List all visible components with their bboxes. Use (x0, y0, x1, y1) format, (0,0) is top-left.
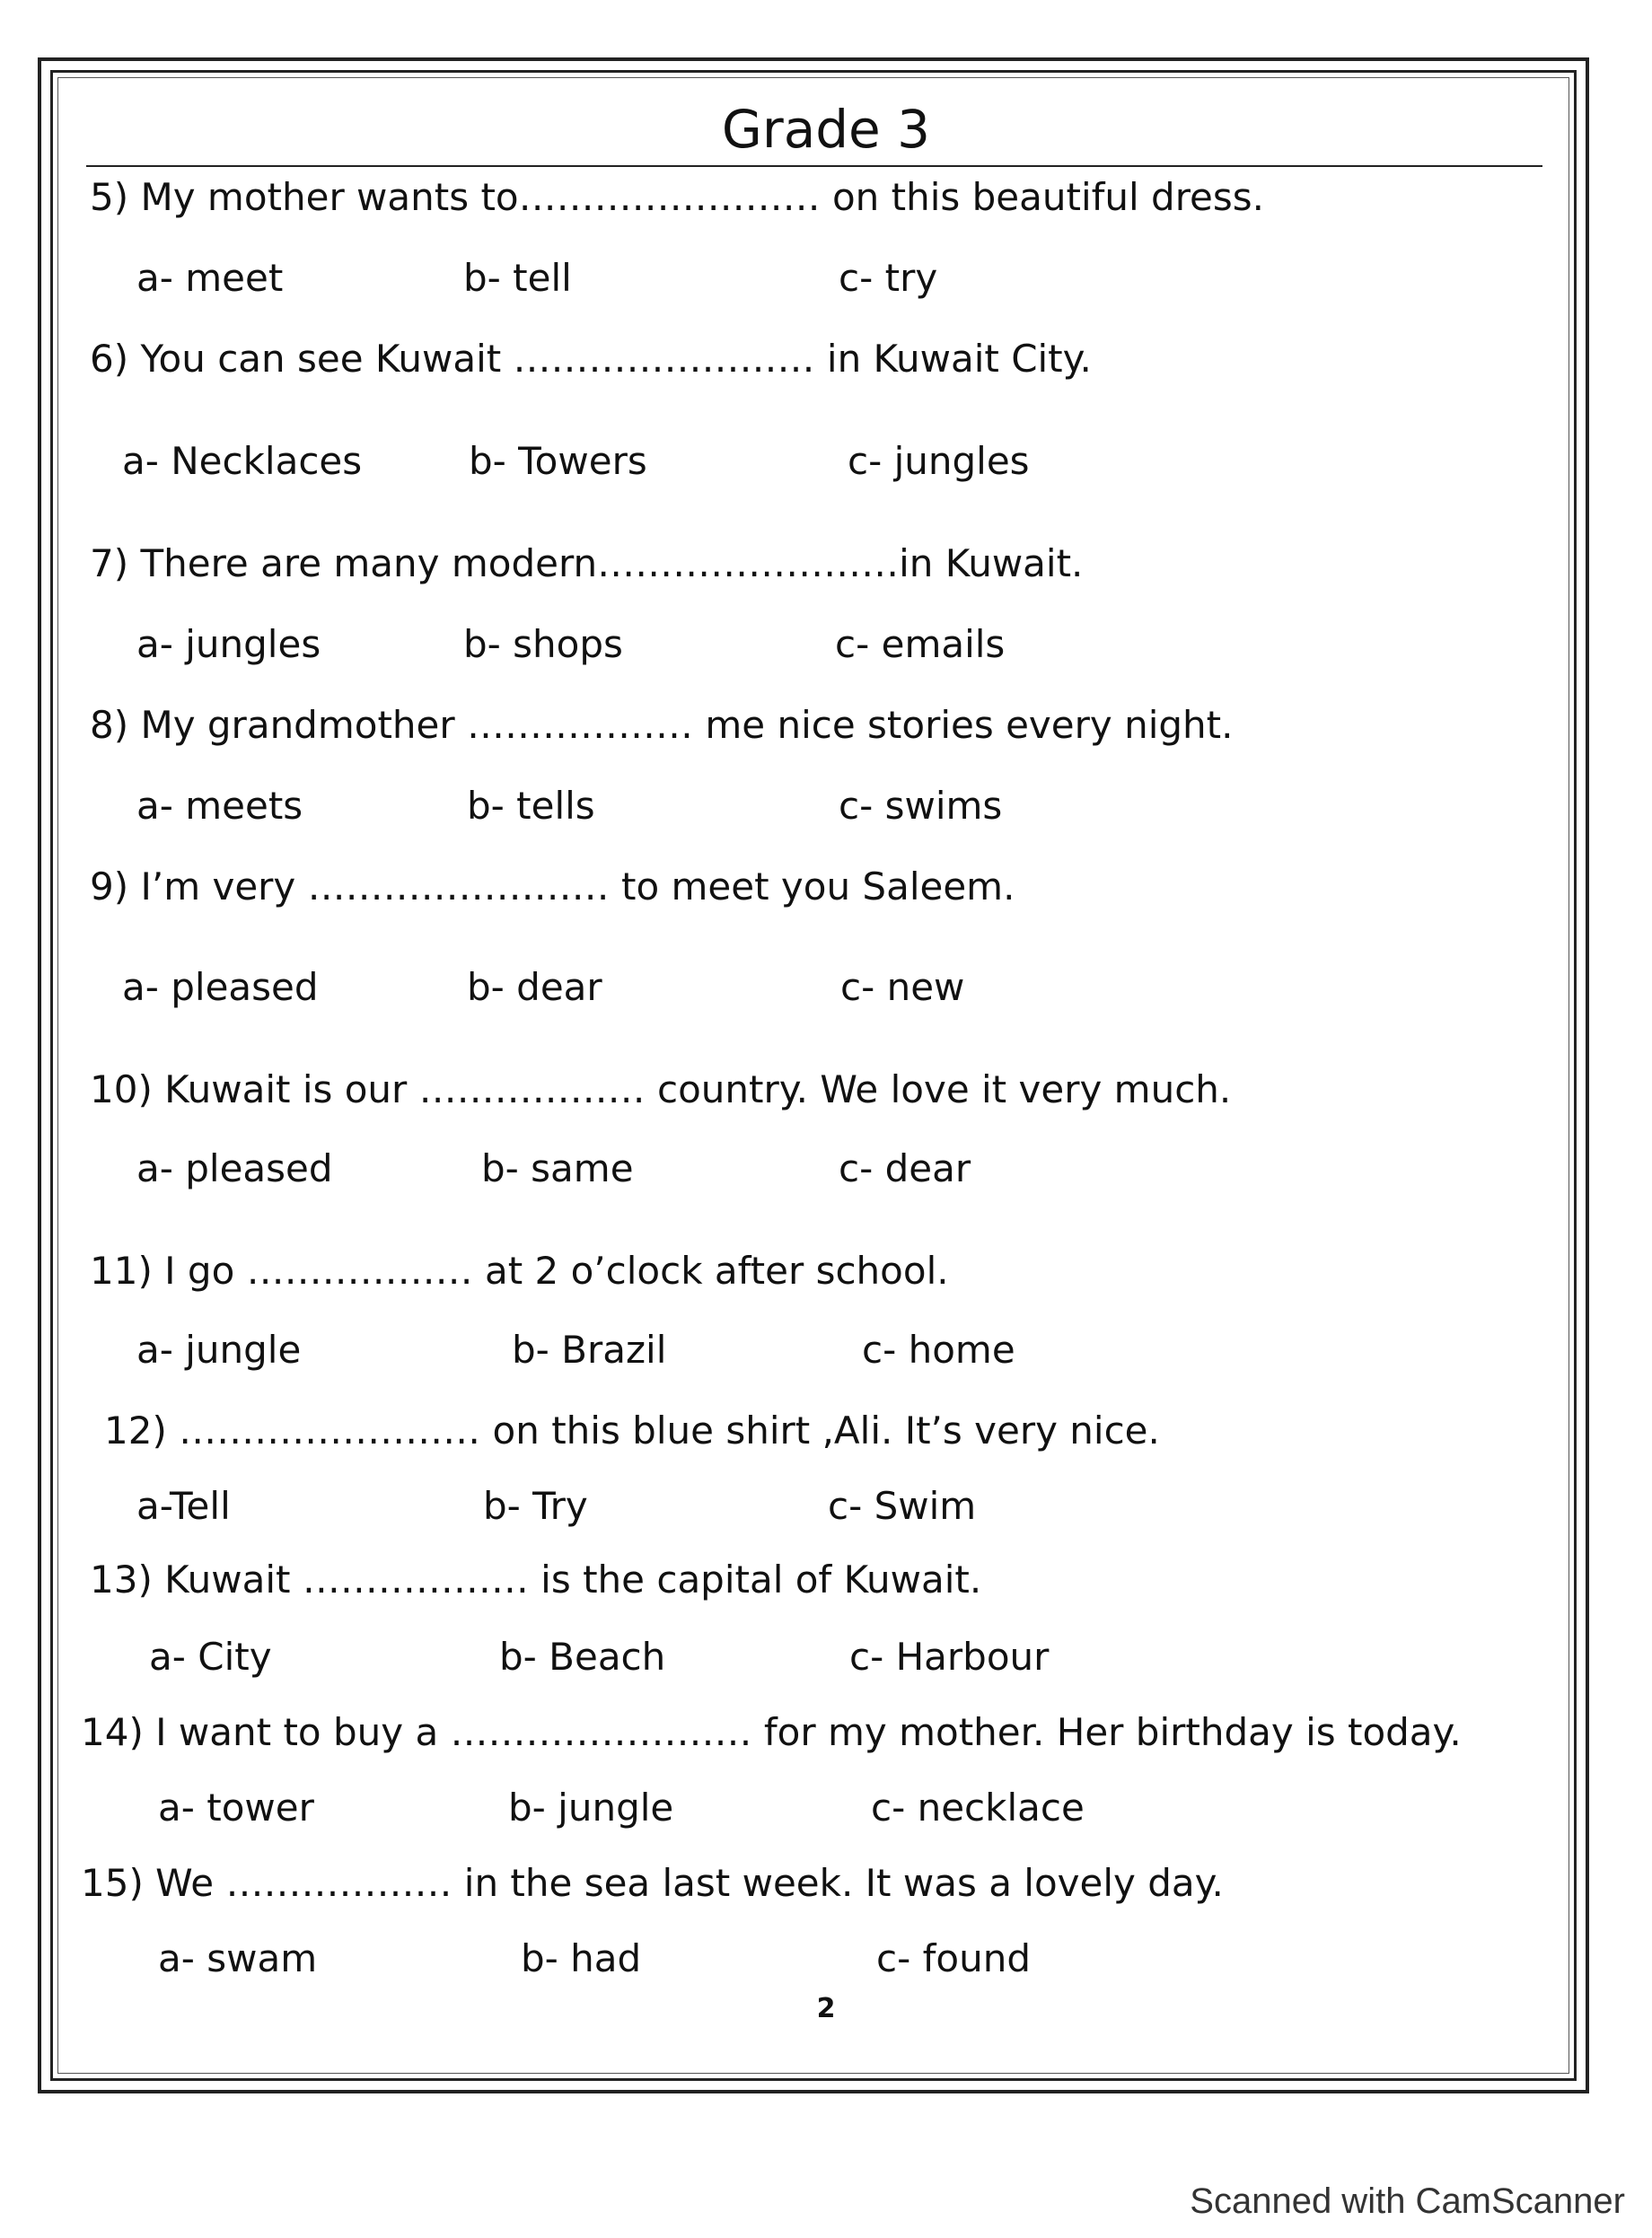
question-5: 5) My mother wants to…………………… on this beautiful dress. (90, 175, 1265, 219)
question-9: 9) I’m very …………………… to meet you Saleem. (90, 864, 1015, 908)
question-12-option-b: b- Try (483, 1484, 588, 1528)
question-10-option-b: b- same (481, 1146, 634, 1190)
question-11-option-c: c- home (862, 1328, 1015, 1372)
question-14-option-b: b- jungle (508, 1786, 674, 1830)
question-6: 6) You can see Kuwait …………………… in Kuwait City. (90, 337, 1092, 381)
question-7-option-c: c- emails (835, 622, 1006, 666)
question-15-option-b: b- had (521, 1936, 642, 1980)
question-9-option-c: c- new (840, 965, 965, 1009)
question-12-option-a: a-Tell (136, 1484, 231, 1528)
page-number: 2 (816, 1993, 836, 2024)
scanner-watermark: Scanned with CamScanner (1190, 2181, 1625, 2221)
title-underline (86, 165, 1542, 167)
question-7-option-b: b- shops (463, 622, 623, 666)
question-14-option-c: c- necklace (871, 1786, 1085, 1830)
question-15: 15) We ……………… in the sea last week. It was a lovely day. (81, 1861, 1224, 1905)
question-11-option-a: a- jungle (136, 1328, 302, 1372)
question-7: 7) There are many modern……………………in Kuwait. (90, 541, 1084, 585)
question-13-option-b: b- Beach (499, 1635, 666, 1679)
question-12-option-c: c- Swim (828, 1484, 977, 1528)
question-5-option-b: b- tell (463, 256, 572, 300)
question-5-option-a: a- meet (136, 256, 284, 300)
question-6-option-a: a- Necklaces (122, 439, 363, 483)
question-8-option-c: c- swims (839, 784, 1003, 828)
question-6-option-b: b- Towers (469, 439, 647, 483)
question-13: 13) Kuwait ……………… is the capital of Kuwait. (90, 1558, 982, 1602)
question-14: 14) I want to buy a …………………… for my mother. Her birthday is today. (81, 1710, 1462, 1754)
question-14-option-a: a- tower (158, 1786, 314, 1830)
question-10-option-c: c- dear (839, 1146, 971, 1190)
question-15-option-a: a- swam (158, 1936, 318, 1980)
question-11: 11) I go ……………… at 2 o’clock after school. (90, 1249, 949, 1293)
question-15-option-c: c- found (876, 1936, 1031, 1980)
question-10: 10) Kuwait is our ……………… country. We love it very much. (90, 1067, 1232, 1111)
question-13-option-a: a- City (149, 1635, 272, 1679)
question-6-option-c: c- jungles (848, 439, 1030, 483)
question-9-option-a: a- pleased (122, 965, 319, 1009)
question-9-option-b: b- dear (467, 965, 602, 1009)
page-title: Grade 3 (721, 99, 931, 160)
question-13-option-c: c- Harbour (849, 1635, 1050, 1679)
question-11-option-b: b- Brazil (512, 1328, 667, 1372)
question-8-option-a: a- meets (136, 784, 303, 828)
question-10-option-a: a- pleased (136, 1146, 333, 1190)
question-12: 12) …………………… on this blue shirt ,Ali. It’s very nice. (104, 1409, 1160, 1453)
question-5-option-c: c- try (839, 256, 938, 300)
question-7-option-a: a- jungles (136, 622, 321, 666)
question-8: 8) My grandmother ……………… me nice stories every night. (90, 703, 1234, 747)
question-8-option-b: b- tells (467, 784, 595, 828)
